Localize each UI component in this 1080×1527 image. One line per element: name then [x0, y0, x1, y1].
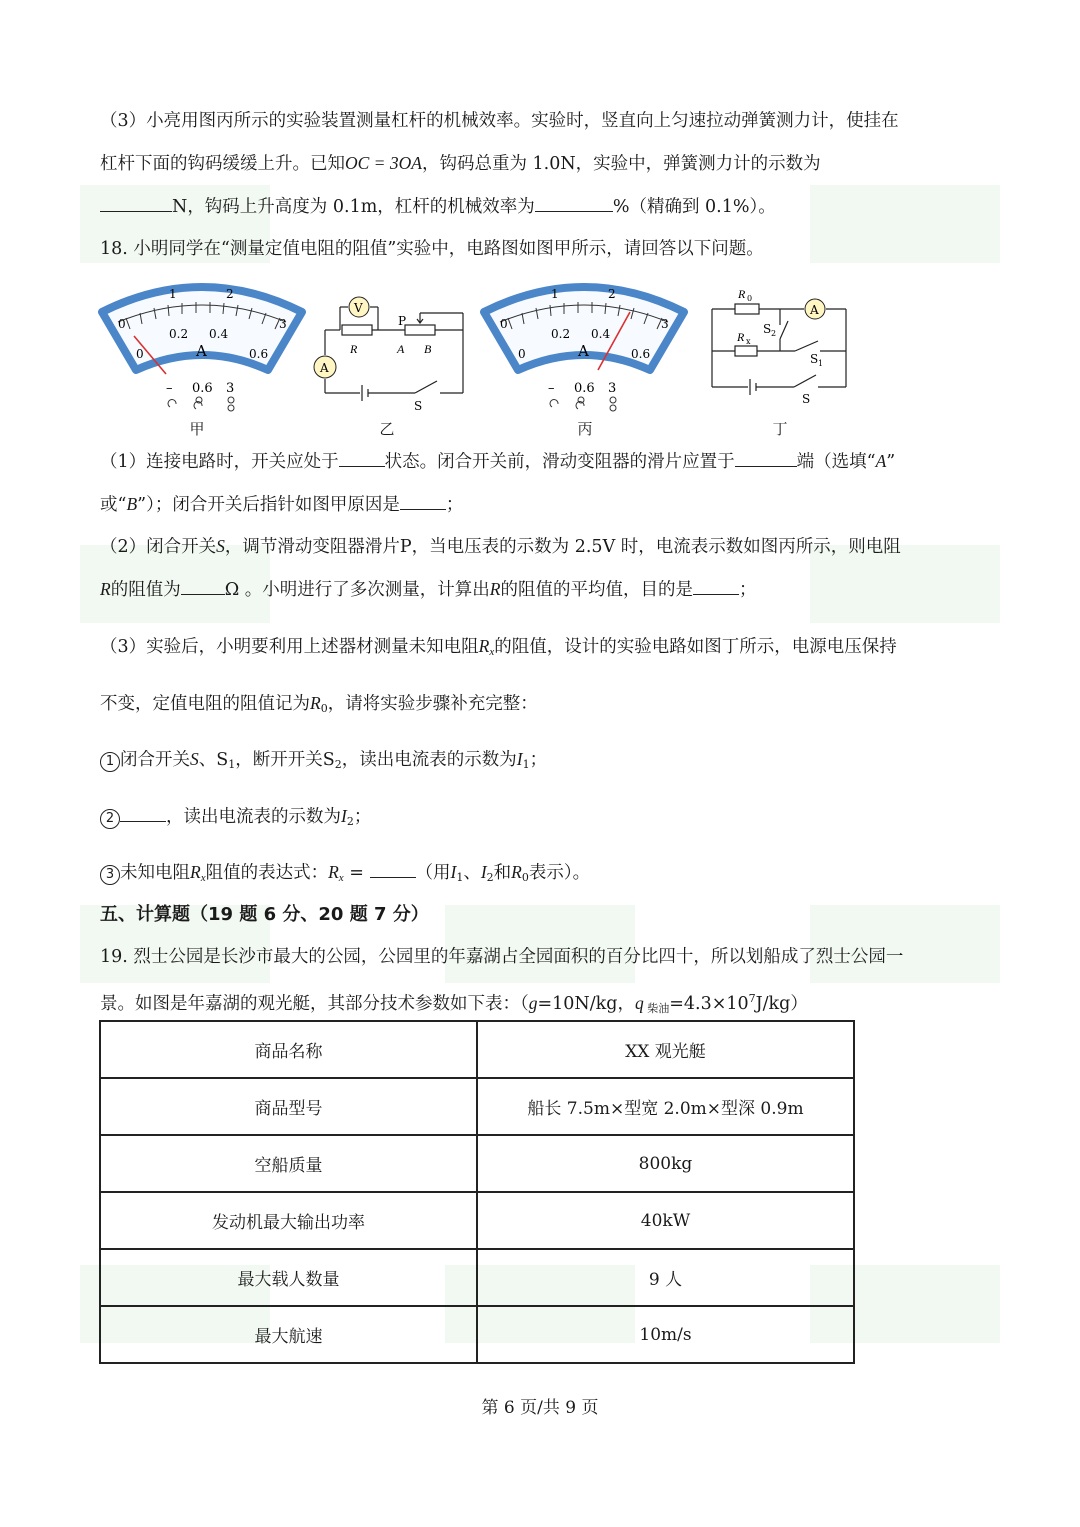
- q17-part3-line3: N，钩码上升高度为 0.1m，杠杆的机械效率为 %（精确到 0.1%）。: [100, 193, 980, 220]
- table-cell-value: 船长 7.5m×型宽 2.0m×型深 0.9m: [477, 1078, 854, 1135]
- table-row: [100, 1135, 854, 1192]
- switch-s: S: [414, 399, 423, 413]
- terminal-06: 0.6: [192, 381, 213, 396]
- table-cell-value: XX 观光艇: [477, 1021, 854, 1078]
- fig-label-yi: 乙: [379, 420, 395, 438]
- top-tick-1: 1: [169, 287, 177, 301]
- end-a: A: [397, 342, 405, 356]
- answer-blank[interactable]: [735, 448, 797, 467]
- fig-label-bing: 丙: [577, 420, 593, 438]
- step-number-circle: 3: [100, 865, 120, 885]
- q18-step2: 2 ，读出电流表的示数为$I_2$；: [100, 803, 980, 835]
- table-cell-name: 商品名称: [100, 1021, 477, 1078]
- q18-step3: 3 未知电阻$R_x$阻值的表达式：$R_x$ = （用$I_1$、$I_2$和$R_0$表示）。: [100, 859, 980, 891]
- top-tick-0: 0: [500, 317, 508, 331]
- meter-unit: A: [196, 342, 207, 360]
- circuit-figure-ding: [700, 285, 860, 415]
- bottom-tick-04: 0.4: [209, 327, 229, 341]
- label-s2-sub: 2: [771, 329, 777, 338]
- terminal-minus: –: [548, 381, 555, 396]
- table-cell-value: 9 人: [477, 1249, 854, 1306]
- q18-part3-line1: （3）实验后，小明要利用上述器材测量未知电阻$R_x$的阻值，设计的实验电路如图丁所示，电源电压保持: [100, 636, 897, 658]
- label-s2: S: [763, 322, 772, 336]
- table-row: [100, 1021, 854, 1078]
- label-s1-sub: 1: [818, 359, 824, 368]
- q18-part2-line2: R的阻值为 Ω 。小明进行了多次测量，计算出R的阻值的平均值，目的是 ；: [100, 576, 980, 603]
- q19-line1: 19. 烈士公园是长沙市最大的公园，公园里的年嘉湖占全园面积的百分比四十，所以划船成了烈士公园一: [100, 947, 904, 967]
- resistor-r: R: [350, 342, 358, 356]
- top-tick-2: 2: [608, 287, 616, 301]
- label-r0-sub: 0: [747, 294, 753, 303]
- table-cell-value: 40kW: [477, 1192, 854, 1249]
- fig-label-jia: 甲: [189, 420, 205, 438]
- table-row: [100, 1249, 854, 1306]
- q18-part1-line1: （1）连接电路时，开关应处于 状态。闭合开关前，滑动变阻器的滑片应置于 端（选填“A”: [100, 448, 980, 475]
- q18-part1-line2: 或“B”）；闭合开关后指针如图甲原因是 ；: [100, 491, 980, 518]
- label-r0: R: [738, 287, 746, 301]
- answer-blank[interactable]: [370, 859, 416, 878]
- slider-p: P: [398, 314, 407, 328]
- formula-oc: OC = 3OA: [345, 153, 422, 173]
- bottom-tick-02: 0.2: [551, 327, 571, 341]
- label-rx-sub: x: [746, 337, 751, 346]
- label-rx: R: [737, 330, 745, 344]
- q18-step1: 1 闭合开关S、$S_1$，断开开关$S_2$，读出电流表的示数为$I_1$；: [100, 746, 980, 778]
- end-b: B: [424, 342, 432, 356]
- ammeter-a: A: [320, 361, 329, 375]
- q18-part3-line2: 不变，定值电阻的阻值记为$R_0$，请将实验步骤补充完整：: [100, 693, 538, 715]
- table-cell-name: 最大航速: [100, 1306, 477, 1363]
- answer-blank[interactable]: [181, 576, 225, 595]
- step-number-circle: 1: [100, 752, 120, 772]
- q19-line2: 景。如图是年嘉湖的观光艇，其部分技术参数如下表：（g=10N/kg，q $_{柴油}=4.3\times 10^7J/kg$）: [100, 992, 808, 1015]
- bottom-tick-04: 0.4: [591, 327, 611, 341]
- step-number-circle: 2: [100, 809, 120, 829]
- bottom-tick-06: 0.6: [249, 347, 269, 361]
- table-cell-value: 800kg: [477, 1135, 854, 1192]
- ammeter-figure-jia: [96, 282, 308, 417]
- bottom-tick-0: 0: [136, 347, 144, 361]
- bottom-tick-02: 0.2: [169, 327, 189, 341]
- top-tick-3: 3: [279, 317, 287, 331]
- terminal-3: 3: [608, 381, 617, 396]
- meter-unit: A: [578, 342, 589, 360]
- bottom-tick-06: 0.6: [631, 347, 651, 361]
- label-s1: S: [810, 352, 819, 366]
- answer-blank[interactable]: [535, 193, 613, 212]
- table-row: [100, 1306, 854, 1363]
- page-footer: 第 6 页/共 9 页: [481, 1398, 599, 1418]
- circuit-figure-yi: [300, 295, 475, 420]
- ammeter-figure-bing: [478, 282, 690, 417]
- q17-part3-line1: （3）小亮用图丙所示的实验装置测量杠杆的机械效率。实验时，竖直向上匀速拉动弹簧测力计，使挂在: [100, 111, 899, 131]
- table-row: [100, 1078, 854, 1135]
- q17-part3-line2: 杠杆下面的钩码缓缓上升。已知OC = 3OA，钩码总重为 1.0N，实验中，弹簧测力计的示数为: [100, 153, 821, 174]
- voltmeter-v: V: [354, 301, 363, 315]
- section-heading: 五、计算题（19 题 6 分、20 题 7 分）: [100, 904, 429, 925]
- answer-blank[interactable]: [120, 803, 166, 822]
- table-row: [100, 1192, 854, 1249]
- answer-blank[interactable]: [693, 576, 739, 595]
- answer-blank[interactable]: [400, 491, 446, 510]
- top-tick-1: 1: [551, 287, 559, 301]
- label-s: S: [802, 392, 811, 406]
- table-cell-name: 最大载人数量: [100, 1249, 477, 1306]
- top-tick-0: 0: [118, 317, 126, 331]
- table-cell-value: 10m/s: [477, 1306, 854, 1363]
- top-tick-3: 3: [661, 317, 669, 331]
- terminal-minus: –: [166, 381, 173, 396]
- bottom-tick-0: 0: [518, 347, 526, 361]
- table-cell-name: 空船质量: [100, 1135, 477, 1192]
- q18-title: 18. 小明同学在“测量定值电阻的阻值”实验中，电路图如图甲所示，请回答以下问题。: [100, 239, 764, 259]
- boat-parameters-table: [99, 1020, 855, 1364]
- q18-part2-line1: （2）闭合开关S，调节滑动变阻器滑片P，当电压表的示数为 2.5V 时，电流表示数如图丙所示，则电阻: [100, 536, 901, 557]
- answer-blank[interactable]: [100, 193, 172, 212]
- top-tick-2: 2: [226, 287, 234, 301]
- answer-blank[interactable]: [339, 448, 385, 467]
- terminal-06: 0.6: [574, 381, 595, 396]
- terminal-3: 3: [226, 381, 235, 396]
- ammeter-a: A: [810, 303, 819, 317]
- table-cell-name: 发动机最大输出功率: [100, 1192, 477, 1249]
- table-cell-name: 商品型号: [100, 1078, 477, 1135]
- fig-label-ding: 丁: [772, 420, 788, 438]
